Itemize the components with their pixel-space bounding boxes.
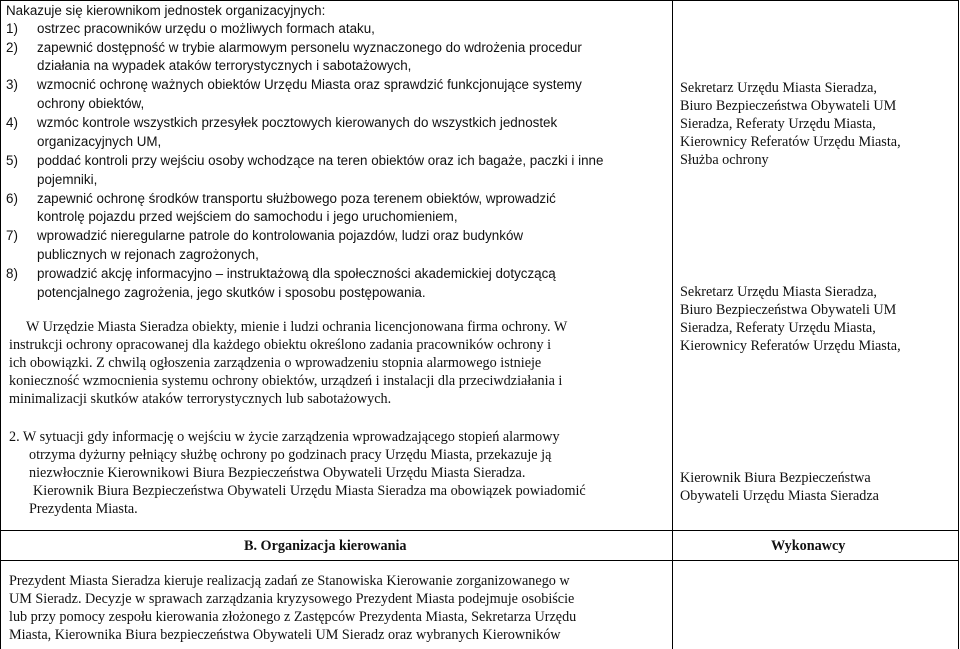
item-5-line-1: poddać kontroli przy wejściu osoby wchodzące na teren obiektów oraz ich bagaże, paczki i inne	[37, 153, 604, 168]
item-4-line-1: wzmóc kontrole wszystkich przesyłek pocztowych kierowanych do wszystkich jednostek	[37, 115, 558, 130]
row-divider-top	[0, 530, 959, 531]
executors-2-line-1: Sekretarz Urzędu Miasta Sieradza,	[680, 284, 877, 300]
executors-2-line-3: Sieradza, Referaty Urzędu Miasta,	[680, 320, 876, 336]
point2-line-5: Prezydenta Miasta.	[29, 501, 138, 517]
security-paragraph-line-2: instrukcji ochrony opracowanej dla każdego obiektu określono zadania pracowników ochrony i	[9, 337, 552, 353]
item-7-num: 7)	[6, 228, 18, 243]
security-paragraph-line-3: ich obowiązki. Z chwilą ogłoszenia zarządzenia o wprowadzeniu stopnia alarmowego istnieje	[9, 355, 542, 371]
executors-1-line-3: Sieradza, Referaty Urzędu Miasta,	[680, 116, 876, 132]
executors-1-line-1: Sekretarz Urzędu Miasta Sieradza,	[680, 80, 877, 96]
executors-2-line-2: Biuro Bezpieczeństwa Obywateli UM	[680, 302, 897, 318]
item-2-num: 2)	[6, 40, 18, 55]
security-paragraph-line-1: W Urzędzie Miasta Sieradza obiekty, mienie i ludzi ochrania licencjonowana firma ochrony. W	[26, 319, 568, 335]
row-divider-bottom	[0, 560, 959, 561]
executors-1-line-4: Kierownicy Referatów Urzędu Miasta,	[680, 134, 901, 150]
item-6-line-2: kontrolę pojazdu przed wejściem do samochodu i jego uruchomieniem,	[37, 209, 458, 224]
security-paragraph-line-5: minimalizacji skutków ataków terrorystycznych lub sabotażowych.	[9, 391, 392, 407]
executors-2-line-4: Kierownicy Referatów Urzędu Miasta,	[680, 338, 901, 354]
column-divider	[672, 0, 673, 649]
point2-line-2: otrzyma dyżurny pełniący służbę ochrony po godzinach pracy Urzędu Miasta, przekazuje ją	[29, 447, 552, 463]
item-8-line-1: prowadzić akcję informacyjno – instruktażową dla społeczności akademickiej dotyczącą	[37, 266, 556, 281]
executors-1-line-5: Służba ochrony	[680, 152, 769, 168]
executors-3-line-1: Kierownik Biura Bezpieczeństwa	[680, 470, 871, 486]
item-2-line-2: działania na wypadek ataków terrorystycznych i sabotażowych,	[37, 58, 412, 73]
item-4-num: 4)	[6, 115, 18, 130]
item-2-line-1: zapewnić dostępność w trybie alarmowym personelu wyznaczonego do wdrożenia procedur	[37, 40, 582, 55]
security-paragraph-line-4: konieczność wzmocnienia systemu ochrony obiektów, urządzeń i instalacji dla przeciwdziałania i	[9, 373, 563, 389]
item-5-line-2: pojemniki,	[37, 172, 98, 187]
section-b-line-4: Miasta, Kierownika Biura bezpieczeństwa Obywateli UM Sieradz oraz wybranych Kierowników	[9, 627, 561, 643]
section-b-line-2: UM Sieradz. Decyzje w sprawach zarządzania kryzysowego Prezydent Miasta podejmuje osobiście	[9, 591, 575, 607]
item-8-num: 8)	[6, 266, 18, 281]
section-intro: Nakazuje się kierownikom jednostek organizacyjnych:	[6, 3, 326, 18]
item-1-line-1: ostrzec pracowników urzędu o możliwych formach ataku,	[37, 21, 375, 36]
executors-3-line-2: Obywateli Urzędu Miasta Sieradza	[680, 488, 879, 504]
section-b-line-3: lub przy pomocy zespołu kierowania złożonego z Zastępców Prezydenta Miasta, Sekretarza Urzędu	[9, 609, 577, 625]
item-1-num: 1)	[6, 21, 18, 36]
item-4-line-2: organizacyjnych UM,	[37, 134, 162, 149]
item-6-num: 6)	[6, 191, 18, 206]
item-8-line-2: potencjalnego zagrożenia, jego skutków i sposobu postępowania.	[37, 285, 426, 300]
item-3-num: 3)	[6, 77, 18, 92]
point2-line-3: niezwłocznie Kierownikowi Biura Bezpieczeństwa Obywateli Urzędu Miasta Sieradza.	[29, 465, 526, 481]
executors-column-heading: Wykonawcy	[771, 538, 846, 554]
item-7-line-1: wprowadzić nieregularne patrole do kontrolowania pojazdów, ludzi oraz budynków	[37, 228, 524, 243]
item-6-line-1: zapewnić ochronę środków transportu służbowego poza terenem obiektów, wprowadzić	[37, 191, 556, 206]
section-b-heading: B. Organizacja kierowania	[244, 538, 407, 554]
point2-line-1: 2. W sytuacji gdy informację o wejściu w życie zarządzenia wprowadzającego stopień alarmowy	[9, 429, 560, 445]
item-5-num: 5)	[6, 153, 18, 168]
section-b-line-1: Prezydent Miasta Sieradza kieruje realizacją zadań ze Stanowiska Kierowanie zorganizowanego w	[9, 573, 570, 589]
item-7-line-2: publicznych w rejonach zagrożonych,	[37, 247, 259, 262]
item-3-line-2: ochrony obiektów,	[37, 96, 145, 111]
point2-line-4: Kierownik Biura Bezpieczeństwa Obywateli Urzędu Miasta Sieradza ma obowiązek powiadomić	[33, 483, 586, 499]
item-3-line-1: wzmocnić ochronę ważnych obiektów Urzędu Miasta oraz sprawdzić funkcjonujące systemy	[37, 77, 582, 92]
executors-1-line-2: Biuro Bezpieczeństwa Obywateli UM	[680, 98, 897, 114]
